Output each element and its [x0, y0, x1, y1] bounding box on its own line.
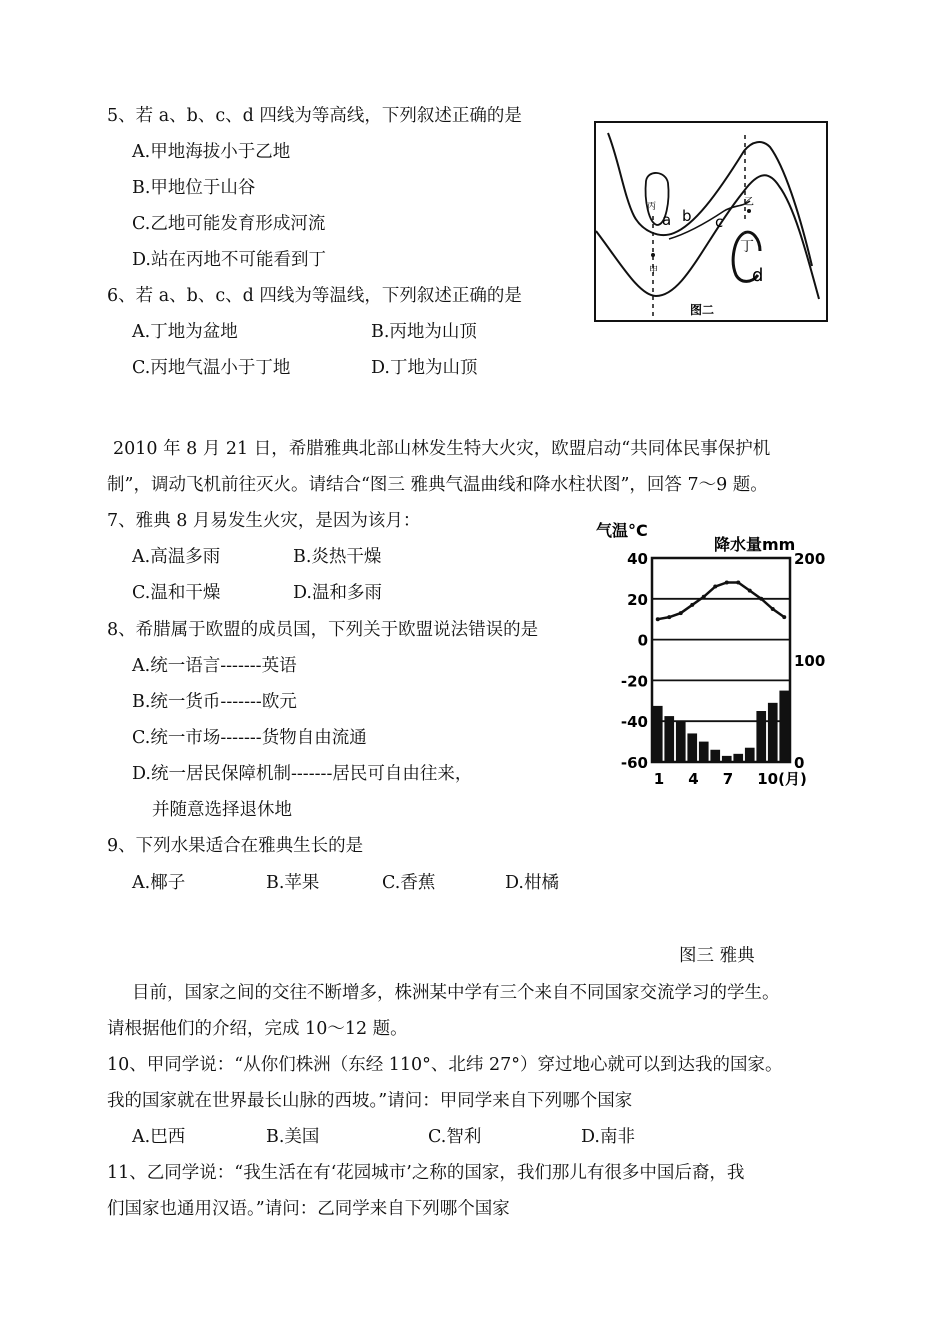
precip-bar	[779, 691, 789, 762]
q5-option-b: B.甲地位于山谷	[132, 178, 256, 198]
precip-bar	[768, 703, 778, 762]
precip-bar	[733, 754, 743, 762]
label-c: c	[715, 213, 724, 231]
q5-stem: 5、若 a、b、c、d 四线为等高线，下列叙述正确的是	[107, 106, 522, 126]
figure-3-climate-chart	[592, 512, 826, 802]
month-tick-label: 10(月)	[757, 770, 807, 788]
precip-axis-title: 降水量mm	[714, 535, 796, 554]
q10-line2: 我的国家就在世界最长山脉的西坡。”请问：甲同学来自下列哪个国家	[107, 1091, 633, 1111]
temp-point	[782, 615, 786, 619]
precip-bar	[699, 742, 709, 762]
q7-option-b: B.炎热干燥	[293, 547, 382, 567]
label-b: b	[682, 207, 692, 225]
temp-point	[656, 617, 660, 621]
q9-option-b: B.苹果	[266, 873, 320, 893]
q7-stem: 7、雅典 8 月易发生火灾，是因为该月：	[107, 511, 421, 531]
temp-tick-label: 0	[637, 631, 648, 650]
q9-option-c: C.香蕉	[382, 873, 436, 893]
precip-bar	[676, 721, 686, 762]
month-tick-label: 1	[653, 770, 665, 788]
temp-tick-label: -40	[620, 713, 648, 732]
label-jia: 甲	[649, 266, 659, 276]
q11-line1: 11、乙同学说：“我生活在有‘花园城市’之称的国家，我们那儿有很多中国后裔，我	[107, 1163, 745, 1183]
q10-option-d: D.南非	[581, 1127, 635, 1147]
precip-bar	[664, 716, 674, 762]
q5-option-a: A.甲地海拔小于乙地	[132, 142, 291, 162]
q8-option-b: B.统一货币-------欧元	[132, 692, 297, 712]
q8-option-a: A.统一语言-------英语	[132, 656, 297, 676]
q9-stem: 9、下列水果适合在雅典生长的是	[107, 836, 364, 856]
q5-option-d: D.站在丙地不可能看到丁	[132, 250, 326, 270]
q9-option-a: A.椰子	[132, 873, 186, 893]
q9-option-d: D.柑橘	[505, 873, 559, 893]
label-d: d	[752, 265, 764, 286]
label-yi: 乙	[744, 197, 754, 208]
precip-tick-label: 0	[794, 754, 805, 772]
q11-line2: 们国家也通用汉语。”请问：乙同学来自下列哪个国家	[107, 1199, 510, 1219]
temp-tick-label: -60	[620, 754, 648, 772]
q6-stem: 6、若 a、b、c、d 四线为等温线，下列叙述正确的是	[107, 286, 522, 306]
precip-tick-label: 200	[794, 550, 826, 568]
q5-option-c: C.乙地可能发育形成河流	[132, 214, 326, 234]
precip-bar	[745, 748, 755, 762]
q8-stem: 8、希腊属于欧盟的成员国，下列关于欧盟说法错误的是	[107, 620, 539, 640]
label-bing: 丙	[647, 202, 657, 212]
q6-option-b: B.丙地为山顶	[371, 322, 477, 342]
q6-option-c: C.丙地气温小于丁地	[132, 358, 291, 378]
q10-option-a: A.巴西	[132, 1127, 186, 1147]
passage2-line1: 目前，国家之间的交往不断增多，株洲某中学有三个来自不同国家交流学习的学生。	[132, 983, 780, 1003]
precip-bar	[687, 733, 697, 762]
q6-option-a: A.丁地为盆地	[132, 322, 238, 342]
month-tick-label: 7	[722, 770, 734, 788]
precip-bar	[710, 750, 720, 762]
passage1-line1: 2010 年 8 月 21 日，希腊雅典北部山林发生特大火灾，欧盟启动“共同体民事保护机	[113, 439, 771, 459]
temp-tick-label: 20	[627, 590, 648, 609]
temp-point	[713, 585, 717, 589]
q6-option-d: D.丁地为山顶	[371, 358, 478, 378]
label-ding: 丁	[740, 239, 754, 255]
temp-axis-title: 气温°C	[596, 521, 648, 540]
temp-point	[771, 607, 775, 611]
q8-option-c: C.统一市场-------货物自由流通	[132, 728, 367, 748]
label-a: a	[662, 211, 672, 229]
q10-line1: 10、甲同学说：“从你们株洲（东经 110°、北纬 27°）穿过地心就可以到达我的国家。	[107, 1055, 783, 1075]
figure-2-contour-map	[594, 121, 828, 322]
q8-option-d-continued: 并随意选择退休地	[152, 800, 292, 820]
temp-tick-label: 40	[627, 550, 648, 568]
passage1-line2: 制”，调动飞机前往灭火。请结合“图三 雅典气温曲线和降水柱状图”，回答 7～9 题。	[107, 475, 768, 495]
passage2-line2: 请根据他们的介绍，完成 10～12 题。	[107, 1019, 408, 1039]
precip-bar	[653, 706, 663, 762]
q7-option-c: C.温和干燥	[132, 583, 221, 603]
q7-option-a: A.高温多雨	[132, 547, 221, 567]
temp-point	[748, 589, 752, 593]
temp-point	[736, 580, 740, 584]
temp-point	[759, 597, 763, 601]
q10-option-b: B.美国	[266, 1127, 320, 1147]
temp-point	[725, 580, 729, 584]
temp-point	[690, 603, 694, 607]
q7-option-d: D.温和多雨	[293, 583, 382, 603]
q10-option-c: C.智利	[428, 1127, 482, 1147]
figure-2-caption: 图二	[690, 303, 715, 317]
precip-tick-label: 100	[794, 652, 826, 670]
precip-bar	[722, 756, 732, 762]
temp-line	[658, 582, 785, 619]
temp-tick-label: -20	[620, 672, 648, 691]
q8-option-d: D.统一居民保障机制-------居民可自由往来，	[132, 764, 473, 784]
temp-point	[667, 615, 671, 619]
month-tick-label: 4	[688, 770, 699, 788]
temp-point	[702, 595, 706, 599]
figure-3-caption: 图三 雅典	[679, 946, 755, 966]
temp-point	[679, 611, 683, 615]
precip-bar	[756, 711, 766, 762]
